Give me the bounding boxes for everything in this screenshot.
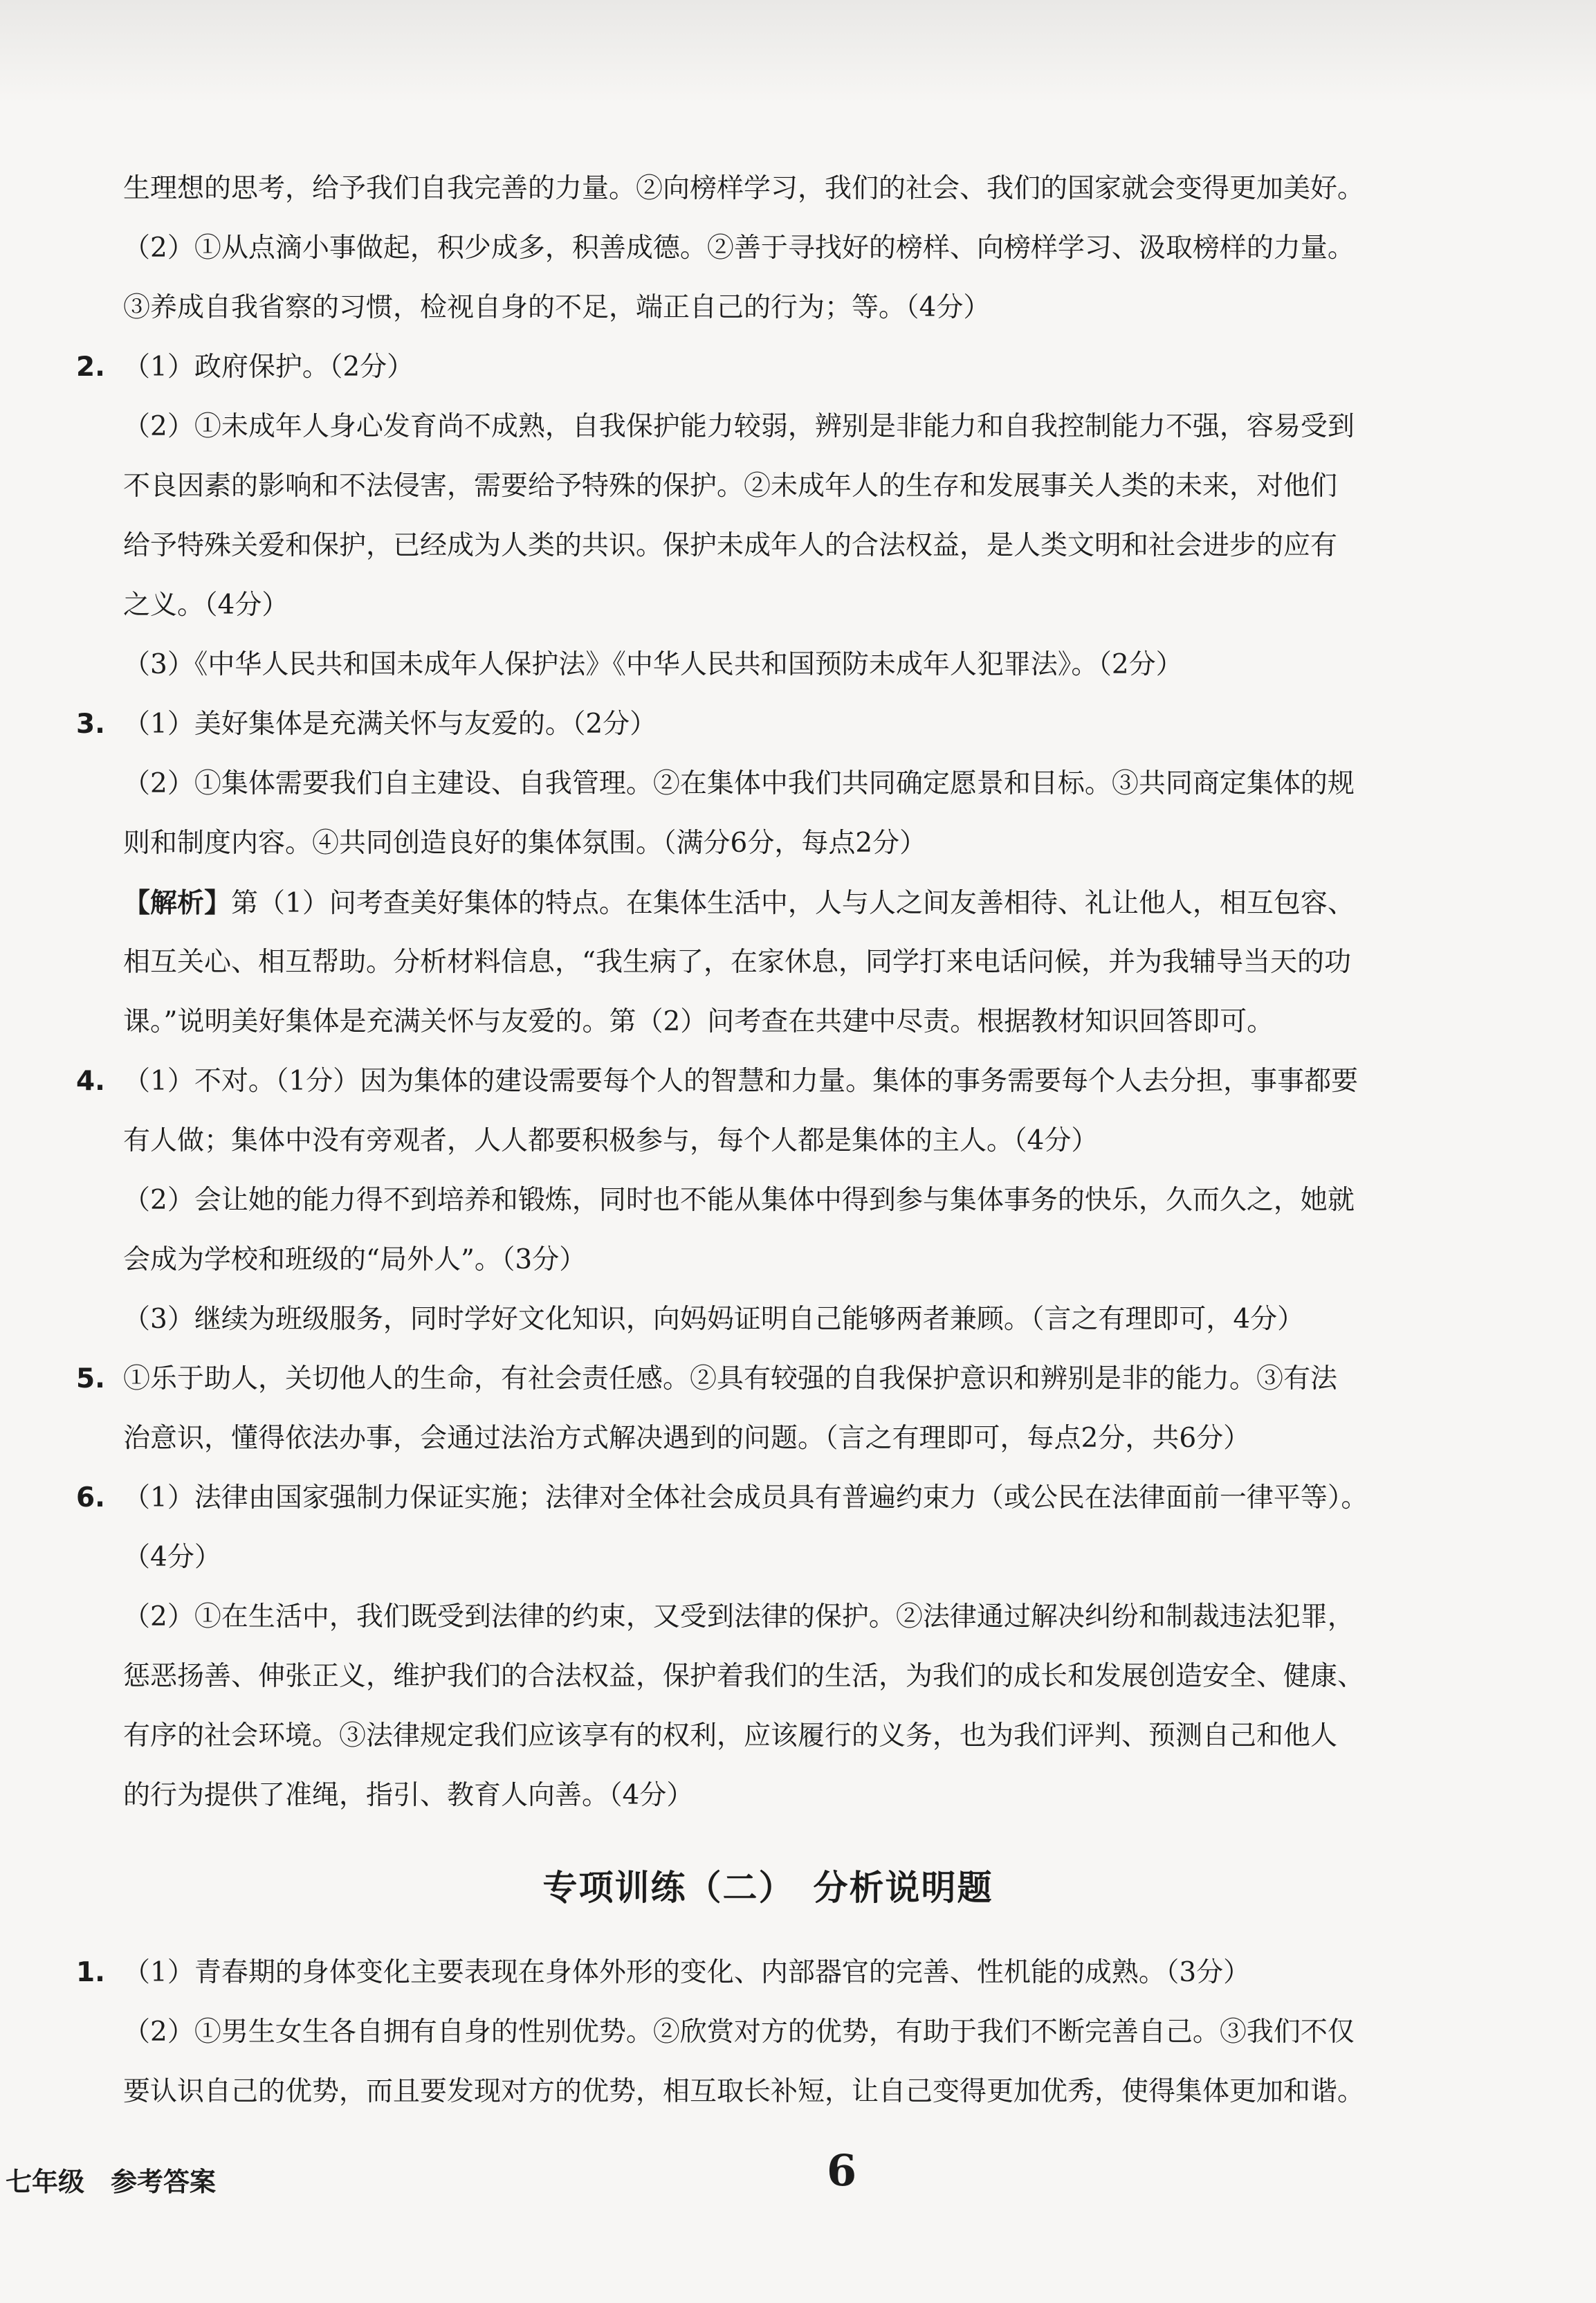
q3-analysis-line-3: 课。”说明美好集体是充满关怀与友爱的。第（2）问考查在共建中尽责。根据教材知识回答即可。 — [123, 1006, 1274, 1037]
q3-analysis-line-2: 相互关心、相互帮助。分析材料信息，“我生病了，在家休息，同学打来电话问候，并为我辅导当天的功 — [123, 947, 1351, 978]
q2-line-4: 给予特殊关爱和保护，已经成为人类的共识。保护未成年人的合法权益，是人类文明和社会进步的应有 — [123, 530, 1338, 561]
q4-line-2: 有人做；集体中没有旁观者，人人都要积极参与，每个人都是集体的主人。（4分） — [123, 1125, 1099, 1156]
analysis-label: 【解析】 — [123, 887, 232, 919]
section-2-title: 专项训练（二） 分析说明题 — [542, 1868, 993, 1908]
q3-line-2: （2）①集体需要我们自主建设、自我管理。②在集体中我们共同确定愿景和目标。③共同商定集体的规 — [123, 768, 1355, 799]
q2-number: 2. — [76, 352, 105, 383]
q4-line-1: 4. （1）不对。（1分）因为集体的建设需要每个人的智慧和力量。集体的事务需要每个人去分担，事事都要 — [76, 1052, 1460, 1111]
q2-line-6: （3）《中华人民共和国未成年人保护法》《中华人民共和国预防未成年人犯罪法》。（2分） — [123, 649, 1183, 680]
q3-line-3: 则和制度内容。④共同创造良好的集体氛围。（满分6分，每点2分） — [123, 828, 927, 859]
q2-line-3: 不良因素的影响和不法侵害，需要给予特殊的保护。②未成年人的生存和发展事关人类的未来，对他们 — [123, 471, 1338, 502]
q6-number: 6. — [76, 1482, 105, 1513]
q5-line-2: 治意识，懂得依法办事，会通过法治方式解决遇到的问题。（言之有理即可，每点2分，共6分） — [123, 1423, 1251, 1454]
q6-line-2: （4分） — [123, 1542, 221, 1573]
q2-line-5: 之义。（4分） — [123, 590, 289, 621]
q4-line-3: （2）会让她的能力得不到培养和锻炼，同时也不能从集体中得到参与集体事务的快乐，久而久之，她就 — [123, 1185, 1355, 1216]
s2-q1-line-2: （2）①男生女生各自拥有自身的性别优势。②欣赏对方的优势，有助于我们不断完善自己。③我们不仅 — [123, 2017, 1355, 2048]
q4-line-5: （3）继续为班级服务，同时学好文化知识，向妈妈证明自己能够两者兼顾。（言之有理即可，4分） — [123, 1304, 1305, 1335]
q1-cont-line-2: （2）①从点滴小事做起，积少成多，积善成德。②善于寻找好的榜样、向榜样学习、汲取榜样的力量。 — [123, 233, 1355, 264]
q2-line-1: 2. （1）政府保护。（2分） — [76, 338, 1460, 397]
q3-line-1: 3. （1）美好集体是充满关怀与友爱的。（2分） — [76, 695, 1460, 754]
answer-content — [76, 159, 1460, 2122]
q5-number: 5. — [76, 1363, 105, 1394]
s2-q1-line-1: 1. （1）青春期的身体变化主要表现在身体外形的变化、内部器官的完善、性机能的成熟。（3分） — [76, 1943, 1460, 2003]
q5-line-1: 5. ①乐于助人，关切他人的生命，有社会责任感。②具有较强的自我保护意识和辨别是非的能力。③有法 — [76, 1349, 1460, 1409]
scan-top-shadow — [0, 0, 1596, 104]
q1-cont-line-3: ③养成自我省察的习惯，检视自身的不足，端正自己的行为；等。（4分） — [123, 292, 991, 323]
q3-analysis-line-1: 【解析】第（1）问考查美好集体的特点。在集体生活中，人与人之间友善相待、礼让他人，相互包容、 — [123, 887, 1355, 919]
q1-cont-line-1: 生理想的思考，给予我们自我完善的力量。②向榜样学习，我们的社会、我们的国家就会变得更加美好。 — [123, 173, 1365, 204]
q2-line-2: （2）①未成年人身心发育尚不成熟，自我保护能力较弱，辨别是非能力和自我控制能力不强，容易受到 — [123, 411, 1355, 442]
q6-line-4: 惩恶扬善、伸张正义，维护我们的合法权益，保护着我们的生活，为我们的成长和发展创造安全、健康、 — [123, 1661, 1365, 1692]
page-number: 6 — [827, 2145, 857, 2196]
q6-line-3: （2）①在生活中，我们既受到法律的约束，又受到法律的保护。②法律通过解决纠纷和制裁违法犯罪， — [123, 1601, 1355, 1632]
s2-q1-line-3: 要认识自己的优势，而且要发现对方的优势，相互取长补短，让自己变得更加优秀，使得集体更加和谐。 — [123, 2076, 1365, 2107]
q6-line-6: 的行为提供了准绳，指引、教育人向善。（4分） — [123, 1780, 694, 1811]
q3-number: 3. — [76, 709, 105, 740]
q6-line-1: 6. （1）法律由国家强制力保证实施；法律对全体社会成员具有普遍约束力（或公民在法律面前一律平等）。 — [76, 1468, 1460, 1528]
q4-number: 4. — [76, 1066, 105, 1097]
q4-line-4: 会成为学校和班级的“局外人”。（3分） — [123, 1244, 587, 1275]
q6-line-5: 有序的社会环境。③法律规定我们应该享有的权利，应该履行的义务，也为我们评判、预测自己和他人 — [123, 1720, 1338, 1751]
s2-q1-number: 1. — [76, 1957, 105, 1988]
footer-grade-label: 七年级 参考答案 — [6, 2167, 217, 2197]
